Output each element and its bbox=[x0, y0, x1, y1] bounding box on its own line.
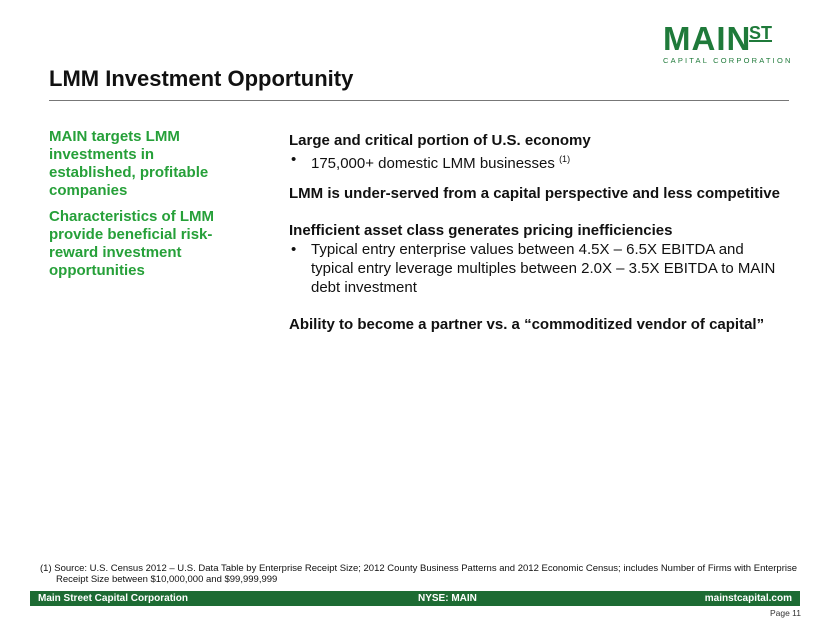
bullet-businesses-text: 175,000+ domestic LMM businesses bbox=[311, 155, 555, 172]
bullet-valuation-text: Typical entry enterprise values between 4.5X – 6.5X EBITDA and typical entry leverage multiples between 2.0X – 3.5X EBITDA to MAIN debt investment bbox=[311, 241, 776, 296]
footnote bbox=[40, 563, 800, 585]
logo-st-text: ST bbox=[749, 23, 773, 43]
section-heading-economy: Large and critical portion of U.S. economy bbox=[289, 132, 591, 149]
section-heading-underserved: LMM is under-served from a capital perspective and less competitive bbox=[289, 185, 780, 202]
section-heading-partner: Ability to become a partner vs. a “commoditized vendor of capital” bbox=[289, 316, 765, 333]
bullet-dot: • bbox=[291, 151, 297, 168]
logo-subtitle: CAPITAL CORPORATION bbox=[663, 56, 793, 65]
page-number: Page 11 bbox=[769, 608, 801, 618]
title-divider bbox=[49, 100, 789, 101]
left-item-targets: MAIN targets LMM investments in established, profitable companies bbox=[49, 128, 209, 199]
bullet-dot: • bbox=[291, 241, 297, 258]
footer-website: mainstcapital.com bbox=[704, 593, 792, 604]
logo-main-text: MAIN bbox=[663, 20, 752, 57]
footnote-line-1: (1) Source: U.S. Census 2012 – U.S. Data Table by Enterprise Receipt Size; 2012 County Business Patterns and 2012 Economic Census; includes Number of Firms with Enterprise bbox=[40, 563, 798, 574]
section-heading-inefficient: Inefficient asset class generates pricing inefficiencies bbox=[289, 222, 673, 239]
left-column bbox=[49, 128, 239, 288]
right-column bbox=[289, 131, 789, 334]
page-title: LMM Investment Opportunity bbox=[49, 66, 354, 91]
footnote-ref: (1) bbox=[559, 154, 571, 164]
footer-bar bbox=[30, 591, 800, 606]
footer-company: Main Street Capital Corporation bbox=[38, 593, 189, 604]
footnote-line-2: Receipt Size between $10,000,000 and $99,999,999 bbox=[56, 574, 278, 585]
bullet-businesses bbox=[289, 150, 789, 173]
bullet-valuation bbox=[289, 240, 789, 297]
company-logo bbox=[663, 20, 793, 65]
left-item-characteristics: Characteristics of LMM provide beneficial risk-reward investment opportunities bbox=[49, 208, 215, 279]
footer-ticker: NYSE: MAIN bbox=[418, 593, 477, 604]
